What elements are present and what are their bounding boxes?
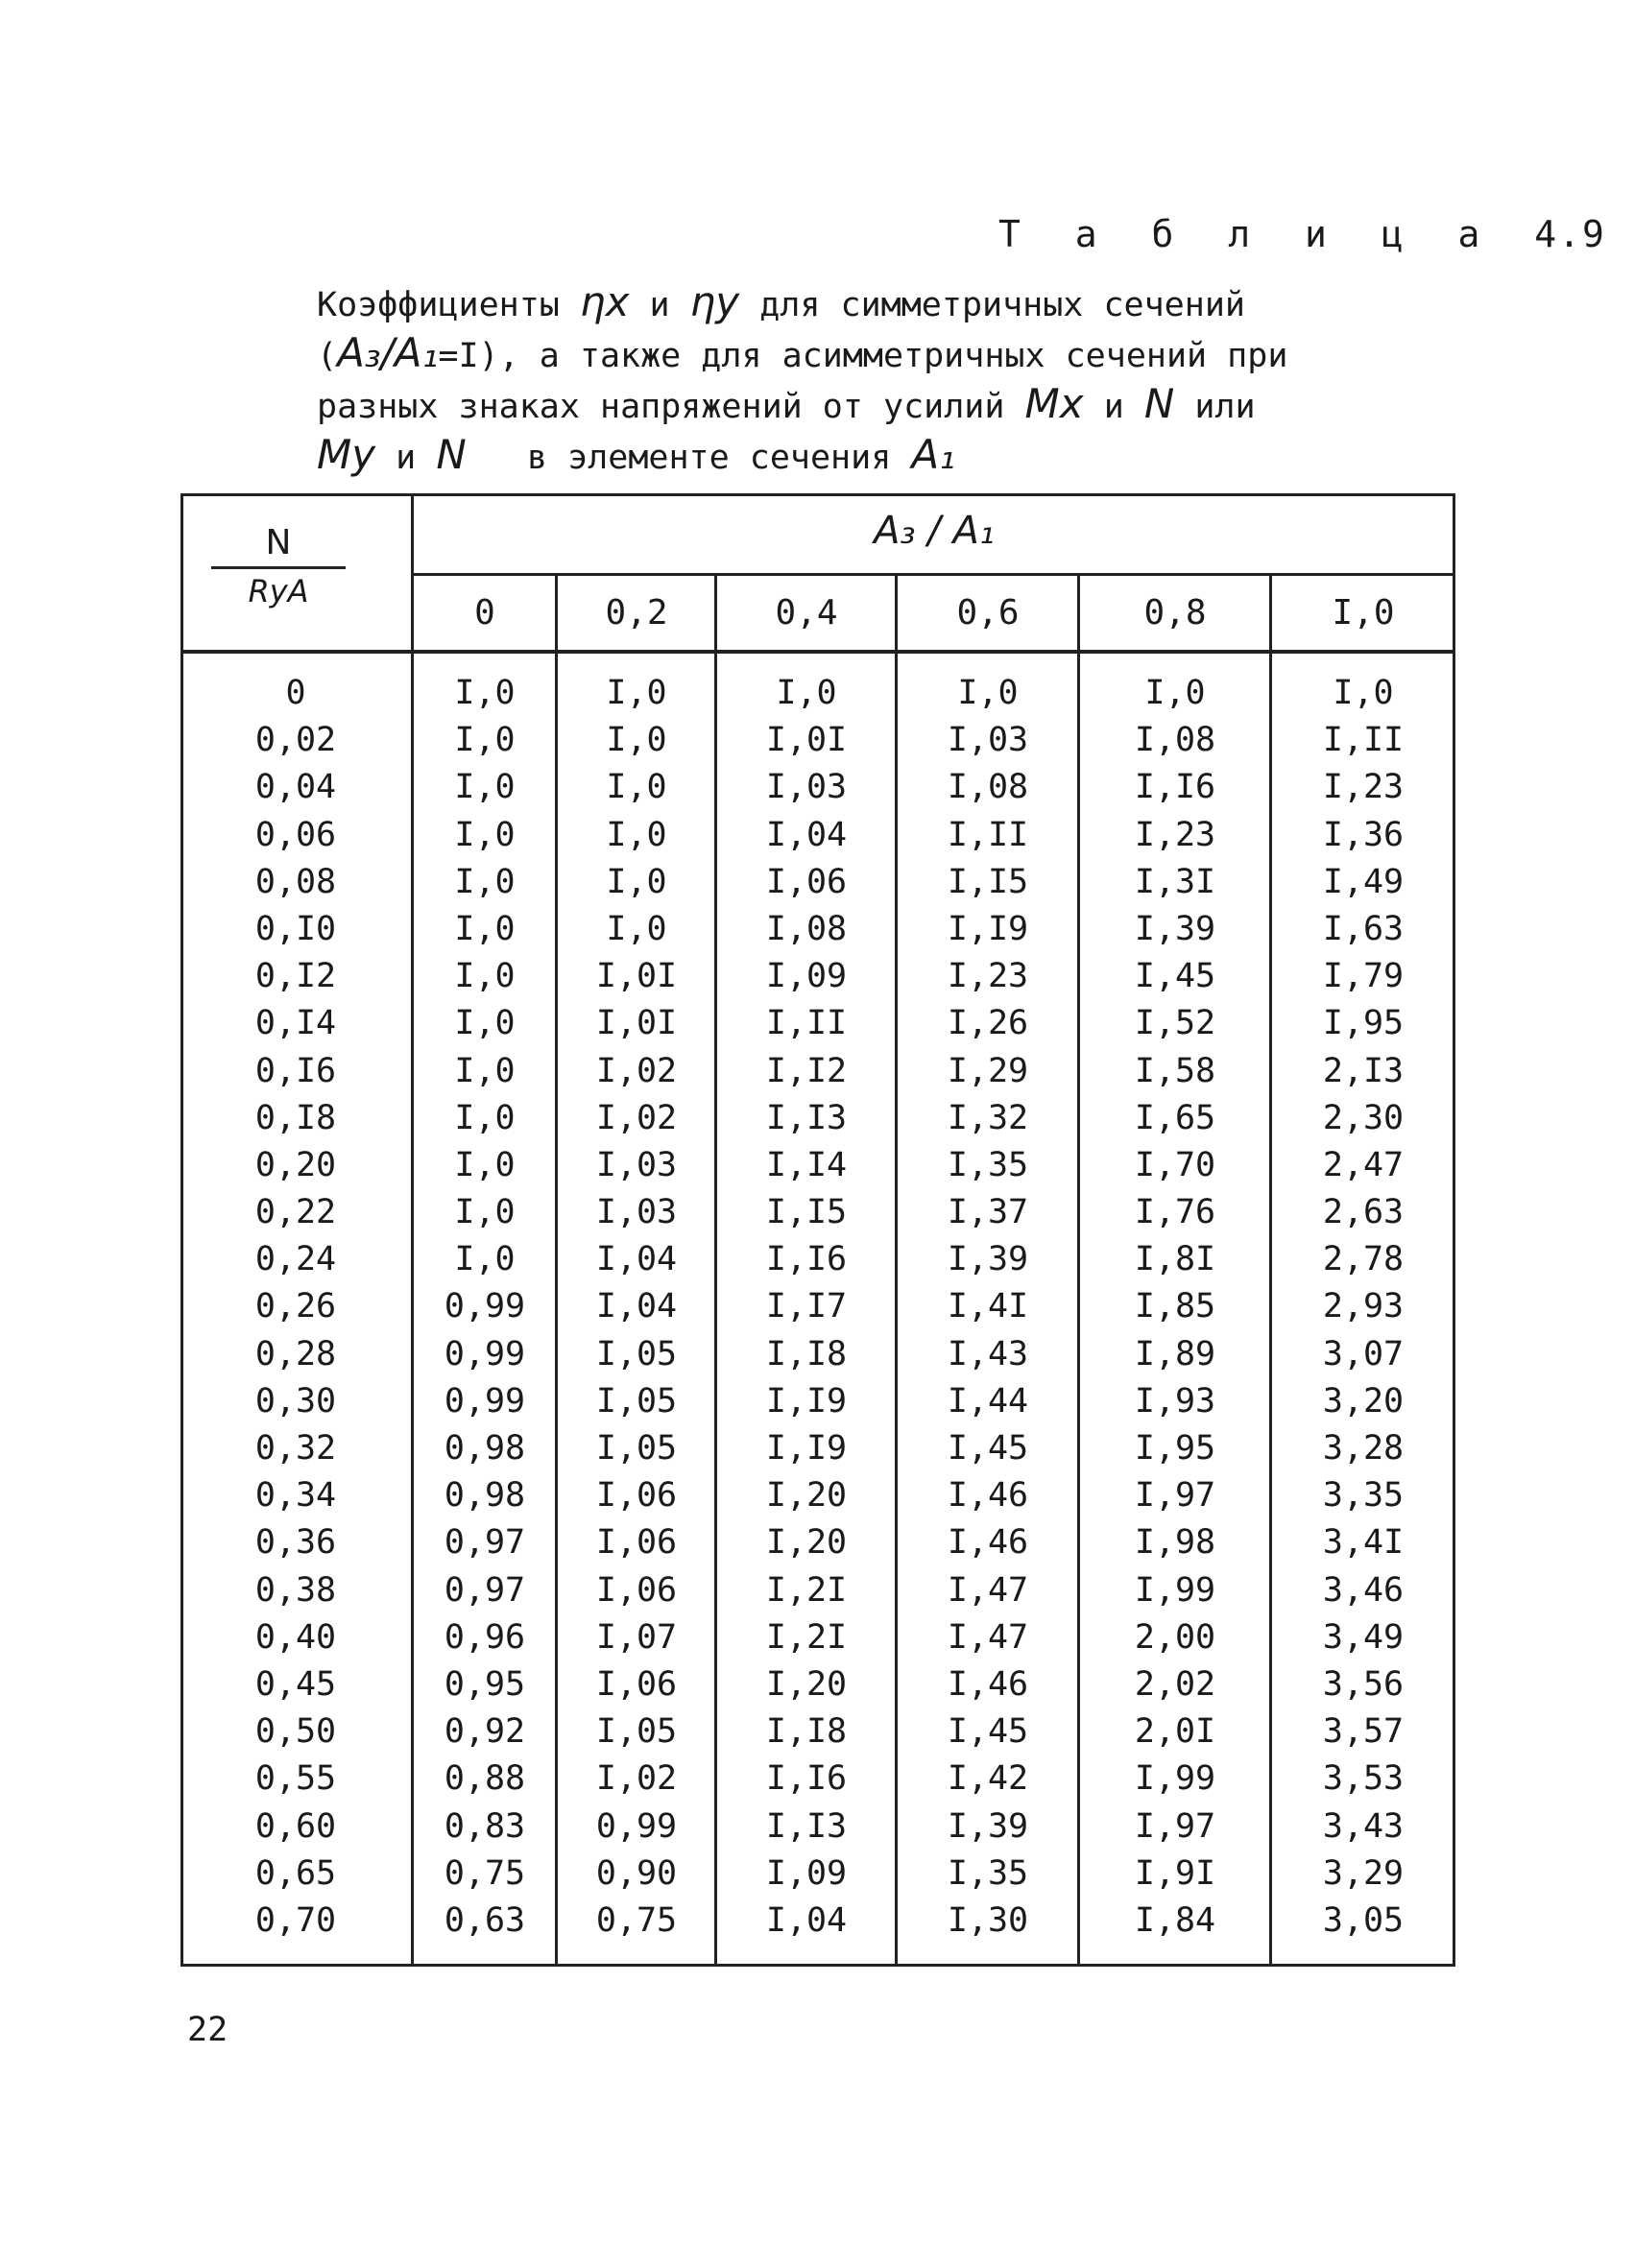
eta-y-symbol: ηy — [689, 278, 740, 325]
row-header-cell: 0,I2 — [254, 957, 337, 996]
row-header-cell: 0,22 — [254, 1193, 337, 1232]
table-cell: I,42 — [947, 1759, 1029, 1799]
table-cell: I,I8 — [765, 1334, 848, 1373]
caption-text: =I), а также для асимметричных сечений при — [438, 337, 1288, 375]
table-cell: I,I3 — [765, 1806, 848, 1846]
table-cell: I,07 — [595, 1617, 678, 1657]
table-cell: I,45 — [1134, 957, 1216, 996]
table-cell: I,3I — [1134, 862, 1216, 901]
row-header-cell: 0,20 — [254, 1145, 337, 1184]
table-cell: I,70 — [1134, 1145, 1216, 1184]
table-cell: I,0I — [595, 957, 678, 996]
table-cell: I,06 — [595, 1523, 678, 1563]
table-row — [180, 1425, 1455, 1472]
row-header-cell: 0,60 — [254, 1806, 337, 1846]
table-cell: 0,83 — [444, 1806, 526, 1846]
table-cell: I,06 — [765, 862, 848, 901]
table-cell: I,84 — [1134, 1900, 1216, 1940]
table-cell: I,09 — [765, 957, 848, 996]
table-cell: I,02 — [595, 1098, 678, 1137]
table-cell: I,I6 — [765, 1759, 848, 1799]
table-cell: I,0 — [606, 768, 667, 807]
table-cell: 2,02 — [1134, 1664, 1216, 1704]
table-cell: I,I2 — [765, 1051, 848, 1090]
table-cell: I,0 — [454, 815, 516, 854]
column-header: 0,8 — [1143, 593, 1207, 633]
table-row — [180, 1708, 1455, 1755]
table-cell: I,0 — [454, 768, 516, 807]
table-cell: 0,99 — [444, 1334, 526, 1373]
row-header-cell: 0,55 — [254, 1759, 337, 1799]
table-cell: I,0 — [606, 909, 667, 948]
table-cell: I,05 — [595, 1381, 678, 1420]
column-group-header: A₃ / A₁ — [874, 509, 995, 553]
caption-line-2 — [317, 329, 1288, 380]
column-header: I,0 — [1332, 593, 1395, 633]
table-cell: 0,63 — [444, 1900, 526, 1940]
table-cell: I,06 — [595, 1476, 678, 1516]
table-cell: 0,90 — [595, 1853, 678, 1893]
column-header: 0,6 — [956, 593, 1020, 633]
table-cell: I,02 — [595, 1051, 678, 1090]
table-row — [180, 1095, 1455, 1142]
table-cell: I,35 — [947, 1145, 1029, 1184]
row-header-cell: 0,34 — [254, 1476, 337, 1516]
table-cell: I,46 — [947, 1476, 1029, 1516]
table-cell: I,04 — [765, 815, 848, 854]
table-cell: I,I5 — [947, 862, 1029, 901]
table-row — [180, 1283, 1455, 1330]
table-row — [180, 1331, 1455, 1378]
table-row — [180, 1048, 1455, 1095]
row-header-cell: 0,08 — [254, 862, 337, 901]
table-cell: I,35 — [947, 1853, 1029, 1893]
stub-header — [192, 523, 365, 609]
table-row — [180, 1519, 1455, 1566]
table-cell: 3,56 — [1322, 1664, 1405, 1704]
caption-text: для симметричных сечений — [759, 286, 1245, 324]
table-row — [180, 1378, 1455, 1425]
table-cell: I,05 — [595, 1429, 678, 1468]
row-header-cell: 0,70 — [254, 1900, 337, 1940]
table-cell: I,06 — [595, 1664, 678, 1704]
table-cell: I,2I — [765, 1570, 848, 1610]
caption-line-4 — [317, 431, 1258, 482]
table-cell: 2,0I — [1134, 1712, 1216, 1752]
table-cell: I,4I — [947, 1287, 1029, 1326]
table-cell: 0,95 — [444, 1664, 526, 1704]
row-header-cell: 0,40 — [254, 1617, 337, 1657]
table-cell: I,I4 — [765, 1145, 848, 1184]
table-cell: I,0 — [606, 721, 667, 760]
table-row — [180, 1567, 1455, 1614]
table-cell: I,26 — [947, 1004, 1029, 1043]
table-cell: I,I8 — [765, 1712, 848, 1752]
table-cell: 3,4I — [1322, 1523, 1405, 1563]
table-cell: I,99 — [1134, 1759, 1216, 1799]
table-cell: I,04 — [765, 1900, 848, 1940]
table-cell: I,0 — [454, 957, 516, 996]
table-cell: I,37 — [947, 1193, 1029, 1232]
table-cell: I,47 — [947, 1617, 1029, 1657]
table-cell: 2,93 — [1322, 1287, 1405, 1326]
a1-symbol: A₁ — [911, 431, 955, 478]
table-cell: 3,29 — [1322, 1853, 1405, 1893]
table-cell: I,0 — [454, 721, 516, 760]
row-header-cell: 0,04 — [254, 768, 337, 807]
table-cell: I,04 — [595, 1287, 678, 1326]
table-cell: I,46 — [947, 1664, 1029, 1704]
table-cell: 3,35 — [1322, 1476, 1405, 1516]
table-cell: I,0I — [765, 721, 848, 760]
table-cell: I,23 — [947, 957, 1029, 996]
table-cell: I,52 — [1134, 1004, 1216, 1043]
row-header-cell: 0,I4 — [254, 1004, 337, 1043]
table-cell: I,04 — [595, 1240, 678, 1279]
eta-x-symbol: ηx — [579, 278, 630, 325]
n-symbol: N — [436, 431, 467, 478]
table-cell: I,47 — [947, 1570, 1029, 1610]
table-cell: I,0 — [454, 1193, 516, 1232]
table-cell: 2,I3 — [1322, 1051, 1405, 1090]
table-cell: I,05 — [595, 1712, 678, 1752]
table-cell: 0,92 — [444, 1712, 526, 1752]
row-header-cell: 0,50 — [254, 1712, 337, 1752]
table-cell: I,43 — [947, 1334, 1029, 1373]
table-cell: I,I3 — [765, 1098, 848, 1137]
table-cell: I,95 — [1322, 1004, 1405, 1043]
row-header-cell: 0,02 — [254, 721, 337, 760]
caption-text: в элементе сечения — [526, 439, 892, 477]
header-group-divider — [413, 573, 1455, 576]
table-cell: 0,88 — [444, 1759, 526, 1799]
table-cell: I,0 — [454, 1145, 516, 1184]
table-cell: 0,75 — [444, 1853, 526, 1893]
table-row — [180, 670, 1455, 717]
column-header: 0,2 — [605, 593, 668, 633]
caption-line-1 — [317, 278, 1258, 329]
table-cell: I,02 — [595, 1759, 678, 1799]
table-cell: I,39 — [1134, 909, 1216, 948]
table-cell: I,0 — [454, 674, 516, 712]
table-cell: I,99 — [1134, 1570, 1216, 1610]
column-header: 0 — [474, 593, 495, 633]
row-header-cell: 0,26 — [254, 1287, 337, 1326]
page-number: 22 — [187, 2011, 228, 2049]
row-header-cell: 0,30 — [254, 1381, 337, 1420]
table-cell: I,2I — [765, 1617, 848, 1657]
table-row — [180, 1898, 1455, 1945]
table-cell: I,46 — [947, 1523, 1029, 1563]
table-cell: I,95 — [1134, 1429, 1216, 1468]
table-cell: 2,78 — [1322, 1240, 1405, 1279]
table-cell: I,39 — [947, 1806, 1029, 1846]
stub-denominator: RyA — [248, 573, 309, 609]
table-row — [180, 1236, 1455, 1283]
table-cell: 3,57 — [1322, 1712, 1405, 1752]
table-cell: 0,96 — [444, 1617, 526, 1657]
table-cell: 3,43 — [1322, 1806, 1405, 1846]
table-cell: I,32 — [947, 1098, 1029, 1137]
table-cell: I,0 — [454, 1004, 516, 1043]
table-row — [180, 1661, 1455, 1708]
table-cell: 3,05 — [1322, 1900, 1405, 1940]
table-row — [180, 812, 1455, 859]
table-cell: I,03 — [595, 1193, 678, 1232]
table-row — [180, 1142, 1455, 1189]
table-row — [180, 906, 1455, 953]
table-cell: 0,75 — [595, 1900, 678, 1940]
table-cell: I,85 — [1134, 1287, 1216, 1326]
table-cell: I,II — [1322, 721, 1405, 760]
table-cell: 2,63 — [1322, 1193, 1405, 1232]
row-header-cell: 0,45 — [254, 1664, 337, 1704]
my-symbol: My — [317, 431, 376, 478]
table-cell: I,I6 — [1134, 768, 1216, 807]
table-cell: I,II — [947, 815, 1029, 854]
area-ratio-symbol: A₃/A₁ — [337, 329, 439, 376]
table-row — [180, 953, 1455, 1000]
table-cell: I,20 — [765, 1664, 848, 1704]
table-row — [180, 1472, 1455, 1519]
table-cell: I,63 — [1322, 909, 1405, 948]
table-cell: I,23 — [1322, 768, 1405, 807]
mx-symbol: Mx — [1024, 380, 1084, 427]
table-cell: I,03 — [765, 768, 848, 807]
table-cell: 3,49 — [1322, 1617, 1405, 1657]
row-header-cell: 0 — [285, 674, 306, 712]
table-cell: I,09 — [765, 1853, 848, 1893]
table-cell: I,I9 — [765, 1429, 848, 1468]
table-cell: I,0 — [454, 1240, 516, 1279]
row-header-cell: 0,38 — [254, 1570, 337, 1610]
table-cell: I,8I — [1134, 1240, 1216, 1279]
table-cell: I,44 — [947, 1381, 1029, 1420]
table-cell: 0,99 — [444, 1287, 526, 1326]
table-cell: I,0 — [454, 909, 516, 948]
row-header-cell: 0,24 — [254, 1240, 337, 1279]
table-cell: 0,99 — [444, 1381, 526, 1420]
caption-text: и — [1103, 388, 1124, 426]
table-cell: I,0 — [1144, 674, 1206, 712]
table-row — [180, 1755, 1455, 1802]
caption-text: или — [1194, 388, 1256, 426]
table-row — [180, 764, 1455, 811]
table-cell: I,I5 — [765, 1193, 848, 1232]
table-row — [180, 1614, 1455, 1661]
table-cell: I,0 — [1333, 674, 1394, 712]
table-cell: I,0 — [957, 674, 1019, 712]
table-cell: 3,07 — [1322, 1334, 1405, 1373]
stub-numerator: N — [265, 523, 292, 562]
table-cell: I,0I — [595, 1004, 678, 1043]
table-cell: I,20 — [765, 1476, 848, 1516]
table-cell: I,0 — [606, 815, 667, 854]
table-cell: 0,99 — [595, 1806, 678, 1846]
table-cell: I,9I — [1134, 1853, 1216, 1893]
table-cell: I,08 — [1134, 721, 1216, 760]
caption-text: разных знаках напряжений от усилий — [317, 388, 1005, 426]
table-row — [180, 717, 1455, 764]
row-header-cell: 0,06 — [254, 815, 337, 854]
table-cell: I,0 — [606, 862, 667, 901]
table-cell: I,49 — [1322, 862, 1405, 901]
table-row — [180, 1189, 1455, 1236]
table-cell: I,93 — [1134, 1381, 1216, 1420]
row-header-cell: 0,I8 — [254, 1098, 337, 1137]
caption-text: и — [649, 286, 670, 324]
table-cell: I,0 — [606, 674, 667, 712]
table-cell: I,23 — [1134, 815, 1216, 854]
fraction-bar — [211, 566, 346, 569]
caption-text: ( — [317, 337, 338, 375]
table-cell: I,08 — [765, 909, 848, 948]
row-header-cell: 0,32 — [254, 1429, 337, 1468]
table-cell: 0,97 — [444, 1523, 526, 1563]
table-cell: I,29 — [947, 1051, 1029, 1090]
table-row — [180, 859, 1455, 906]
table-cell: I,36 — [1322, 815, 1405, 854]
table-cell: 0,98 — [444, 1476, 526, 1516]
table-cell: I,05 — [595, 1334, 678, 1373]
table-cell: I,03 — [595, 1145, 678, 1184]
table-cell: I,I7 — [765, 1287, 848, 1326]
table-cell: I,45 — [947, 1429, 1029, 1468]
table-cell: I,0 — [454, 1051, 516, 1090]
row-header-cell: 0,I6 — [254, 1051, 337, 1090]
table-cell: 2,00 — [1134, 1617, 1216, 1657]
table-cell: 2,30 — [1322, 1098, 1405, 1137]
table-caption — [317, 278, 1288, 482]
row-header-cell: 0,65 — [254, 1853, 337, 1893]
table-cell: 3,20 — [1322, 1381, 1405, 1420]
n-symbol: N — [1143, 380, 1175, 427]
table-cell: 3,53 — [1322, 1759, 1405, 1799]
row-header-cell: 0,I0 — [254, 909, 337, 948]
table-cell: 2,47 — [1322, 1145, 1405, 1184]
table-cell: I,58 — [1134, 1051, 1216, 1090]
table-cell: I,I6 — [765, 1240, 848, 1279]
table-cell: I,0 — [776, 674, 837, 712]
row-header-cell: 0,36 — [254, 1523, 337, 1563]
table-cell: 3,28 — [1322, 1429, 1405, 1468]
table-cell: I,03 — [947, 721, 1029, 760]
table-cell: I,II — [765, 1004, 848, 1043]
table-row — [180, 1850, 1455, 1898]
caption-line-3 — [317, 380, 1258, 431]
table-cell: I,65 — [1134, 1098, 1216, 1137]
table-body — [180, 670, 1455, 1945]
table-cell: I,89 — [1134, 1334, 1216, 1373]
table-cell: I,I9 — [947, 909, 1029, 948]
table-cell: I,0 — [454, 1098, 516, 1137]
table-number-label: Т а б л и ц а 4.9 — [998, 213, 1606, 255]
table-cell: I,20 — [765, 1523, 848, 1563]
table-cell: I,98 — [1134, 1523, 1216, 1563]
table-cell: I,30 — [947, 1900, 1029, 1940]
caption-text: и — [396, 439, 417, 477]
table-cell: I,79 — [1322, 957, 1405, 996]
table-cell: I,76 — [1134, 1193, 1216, 1232]
table-row — [180, 1000, 1455, 1047]
table-cell: I,08 — [947, 768, 1029, 807]
table-cell: 0,98 — [444, 1429, 526, 1468]
table-cell: I,39 — [947, 1240, 1029, 1279]
caption-text: Коэффициенты — [317, 286, 560, 324]
table-cell: I,97 — [1134, 1806, 1216, 1846]
table-cell: I,0 — [454, 862, 516, 901]
table-cell: I,06 — [595, 1570, 678, 1610]
table-cell: 0,97 — [444, 1570, 526, 1610]
table-cell: I,I9 — [765, 1381, 848, 1420]
header-bottom-rule — [180, 650, 1455, 654]
table-cell: 3,46 — [1322, 1570, 1405, 1610]
table-row — [180, 1803, 1455, 1850]
column-header: 0,4 — [775, 593, 838, 633]
table-cell: I,45 — [947, 1712, 1029, 1752]
row-header-cell: 0,28 — [254, 1334, 337, 1373]
table-cell: I,97 — [1134, 1476, 1216, 1516]
